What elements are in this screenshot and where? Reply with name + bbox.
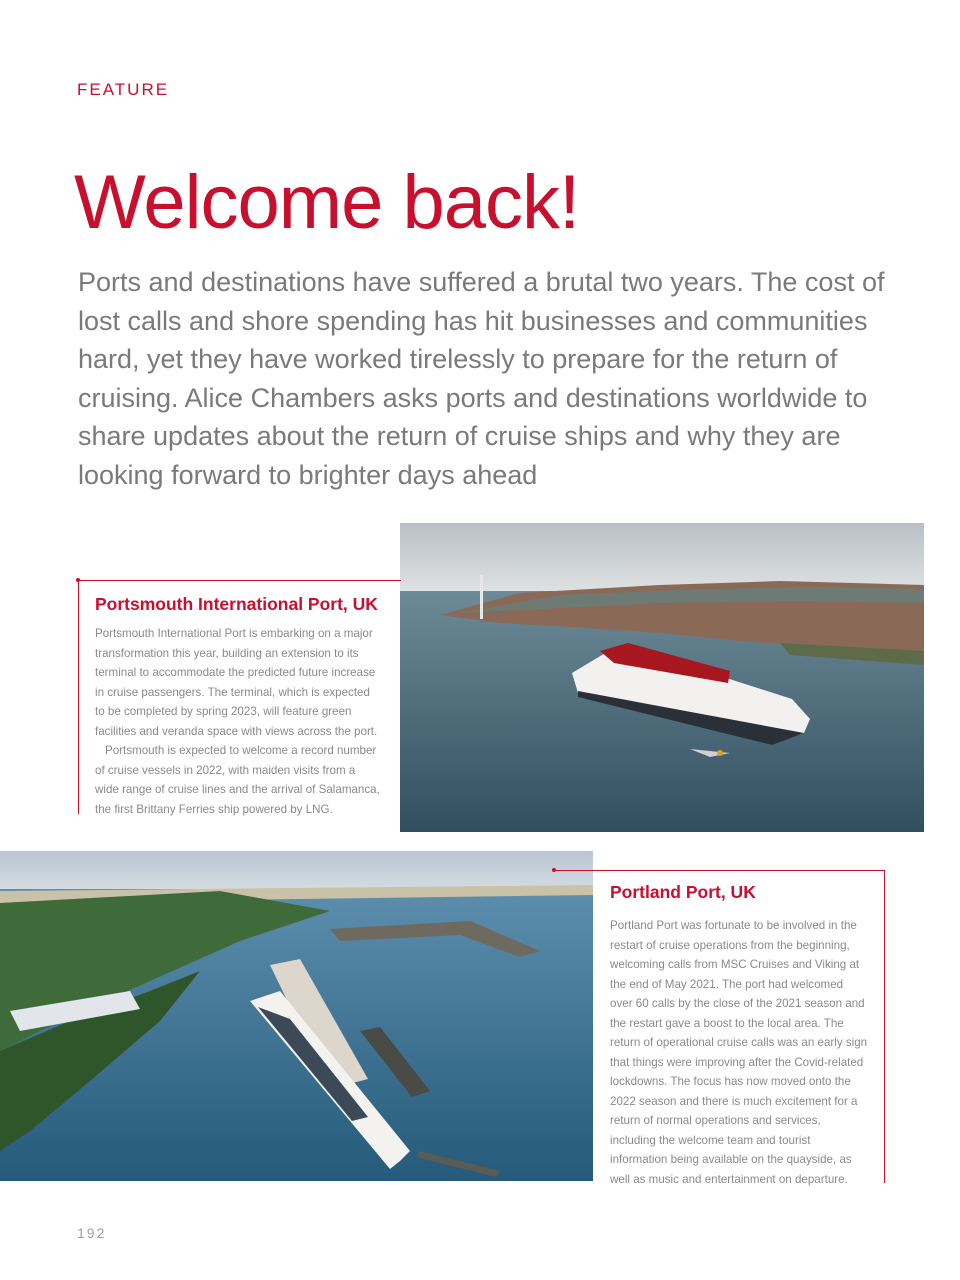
portsmouth-body [95,624,381,819]
portland-harbour-photo [0,851,593,1181]
page-number: 192 [77,1225,107,1241]
portland-subheading: Portland Port, UK [610,882,756,902]
section-label: FEATURE [77,80,170,99]
portland-paragraph-1: Portland Port was fortunate to be involved in the restart of cruise operations from the beginning, welcoming calls from MSC Cruises and Viking at the end of May 2021. The port had welcomed over 60 calls by the close of the 2021 season and the restart gave a boost to the local area. The return of operational cruise calls was an early sign that things were improving after the Covid-related lockdowns. The focus has now moved onto the 2022 season and there is much excitement for a return of normal operations and services, including the welcome team and tourist information being available on the quayside, as well as music and entertainment on departure. [610,919,868,1186]
headline: Welcome back! [74,160,580,245]
portsmouth-subheading: Portsmouth International Port, UK [95,594,378,614]
portsmouth-harbour-photo [400,523,924,832]
frame-dot [552,868,556,872]
standfirst: Ports and destinations have suffered a brutal two years. The cost of lost calls and shore spending has hit businesses and communities hard, yet they have worked tirelessly to prepare for the return of cruising. Alice Chambers asks ports and destinations worldwide to share updates about the return of cruise ships and why they are looking forward to brighter days ahead [78,267,885,490]
portsmouth-paragraph-1: Portsmouth International Port is embarking on a major transformation this year, building an extension to its terminal to accommodate the predicted future increase in cruise passengers. The terminal, which is expected to be completed by spring 2023, will feature green facilities and veranda space with views across the port. [95,627,378,738]
portsmouth-paragraph-2: Portsmouth is expected to welcome a record number of cruise vessels in 2022, with maiden visits from a wide range of cruise lines and the arrival of Salamanca, the first Brittany Ferries ship powered by LNG. [95,744,380,816]
portland-body [610,916,868,1189]
frame-dot [76,578,80,582]
